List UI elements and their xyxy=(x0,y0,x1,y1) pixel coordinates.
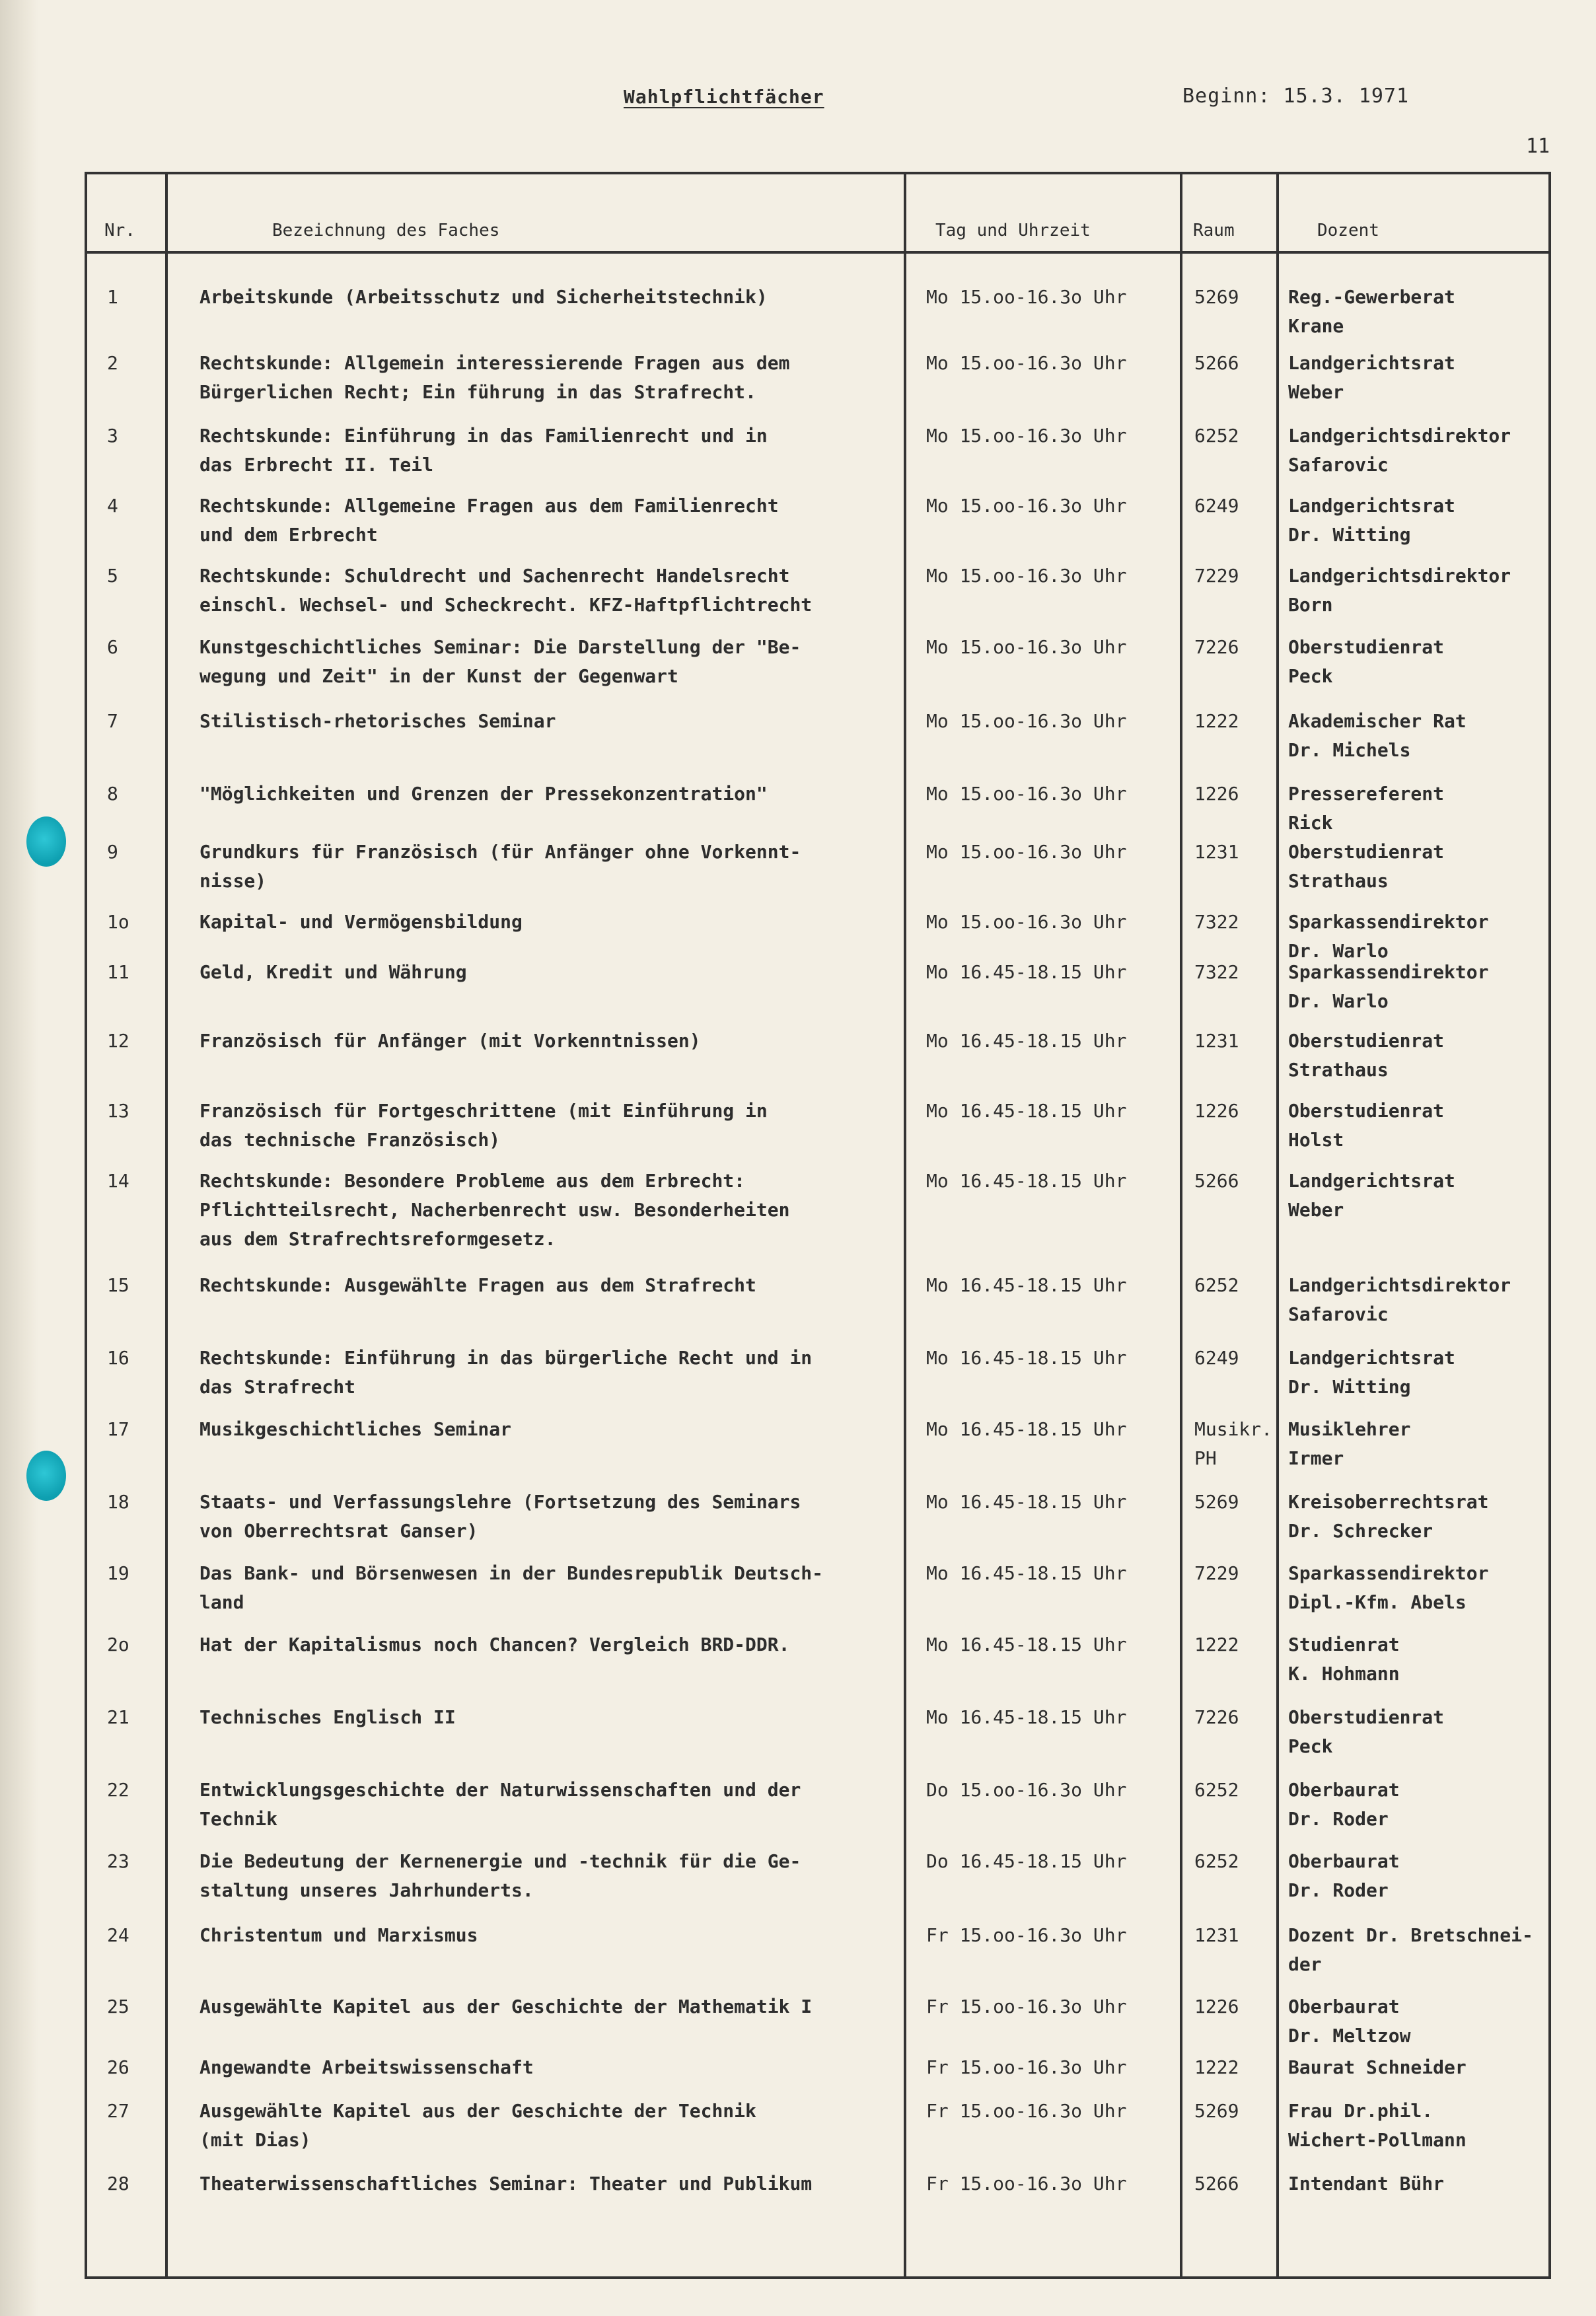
course-time: Fr 15.oo-16.3o Uhr xyxy=(926,2056,1127,2078)
header-divider xyxy=(87,251,1548,254)
row-number: 19 xyxy=(107,1562,129,1584)
start-date: Beginn: 15.3. 1971 xyxy=(1182,85,1410,108)
course-lecturer: Landgerichtsrat Weber xyxy=(1288,1170,1455,1221)
row-number: 22 xyxy=(107,1779,129,1801)
course-lecturer: Landgerichtsrat Dr. Witting xyxy=(1288,1347,1455,1398)
course-subject: Rechtskunde: Ausgewählte Fragen aus dem Strafrecht xyxy=(200,1274,756,1296)
course-lecturer: Oberstudienrat Peck xyxy=(1288,636,1445,687)
column-header-time: Tag und Uhrzeit xyxy=(935,221,1091,240)
course-subject: Das Bank- und Börsenwesen in der Bundesrepublik Deutsch- land xyxy=(200,1562,824,1613)
course-time: Do 16.45-18.15 Uhr xyxy=(926,1850,1127,1872)
course-subject: Grundkurs für Französisch (für Anfänger ohne Vorkennt- nisse) xyxy=(200,841,801,892)
course-lecturer: Landgerichtsdirektor Safarovic xyxy=(1288,1274,1511,1325)
course-time: Mo 16.45-18.15 Uhr xyxy=(926,1634,1127,1655)
course-room: 6252 xyxy=(1194,1850,1239,1872)
course-subject: Arbeitskunde (Arbeitsschutz und Sicherheitstechnik) xyxy=(200,286,768,308)
course-time: Mo 16.45-18.15 Uhr xyxy=(926,1274,1127,1296)
course-room: 1226 xyxy=(1194,1996,1239,2017)
row-number: 17 xyxy=(107,1418,129,1440)
column-header-room: Raum xyxy=(1193,221,1235,240)
course-room: 7229 xyxy=(1194,565,1239,587)
course-lecturer: Kreisoberrechtsrat Dr. Schrecker xyxy=(1288,1491,1489,1542)
row-number: 24 xyxy=(107,1924,129,1946)
course-subject: Kunstgeschichtliches Seminar: Die Darstellung der "Be- wegung und Zeit" in der Kunst der Gegenwart xyxy=(200,636,801,687)
course-lecturer: Baurat Schneider xyxy=(1288,2056,1467,2078)
course-time: Mo 16.45-18.15 Uhr xyxy=(926,1491,1127,1513)
course-subject: Angewandte Arbeitswissenschaft xyxy=(200,2056,534,2078)
course-lecturer: Musiklehrer Irmer xyxy=(1288,1418,1411,1469)
course-room: 1231 xyxy=(1194,841,1239,863)
course-lecturer: Landgerichtsrat Dr. Witting xyxy=(1288,495,1455,546)
row-number: 13 xyxy=(107,1100,129,1122)
course-room: 7229 xyxy=(1194,1562,1239,1584)
column-divider xyxy=(1180,174,1182,2276)
course-time: Mo 16.45-18.15 Uhr xyxy=(926,1347,1127,1369)
course-lecturer: Oberstudienrat Strathaus xyxy=(1288,841,1445,892)
course-room: 7226 xyxy=(1194,1706,1239,1728)
course-subject: Theaterwissenschaftliches Seminar: Theater und Publikum xyxy=(200,2173,813,2194)
course-time: Mo 16.45-18.15 Uhr xyxy=(926,1170,1127,1192)
column-header-subject: Bezeichnung des Faches xyxy=(272,221,500,240)
course-lecturer: Sparkassendirektor Dr. Warlo xyxy=(1288,911,1489,962)
row-number: 14 xyxy=(107,1170,129,1192)
row-number: 25 xyxy=(107,1996,129,2017)
course-subject: Entwicklungsgeschichte der Naturwissenschaften und der Technik xyxy=(200,1779,801,1830)
course-subject: Hat der Kapitalismus noch Chancen? Vergleich BRD-DDR. xyxy=(200,1634,790,1655)
course-time: Fr 15.oo-16.3o Uhr xyxy=(926,1996,1127,2017)
course-lecturer: Reg.-Gewerberat Krane xyxy=(1288,286,1455,337)
courses-table xyxy=(85,172,1551,2279)
course-subject: Staats- und Verfassungslehre (Fortsetzung des Seminars von Oberrechtsrat Ganser) xyxy=(200,1491,801,1542)
course-subject: Geld, Kredit und Währung xyxy=(200,961,467,983)
course-subject: Rechtskunde: Besondere Probleme aus dem Erbrecht: Pflichtteilsrecht, Nacherbenrecht usw. Besonderheiten aus dem Strafrechtsreformgesetz. xyxy=(200,1170,790,1250)
course-time: Fr 15.oo-16.3o Uhr xyxy=(926,2100,1127,2122)
row-number: 4 xyxy=(107,495,118,517)
course-room: 1222 xyxy=(1194,710,1239,732)
document-title: Wahlpflichtfächer xyxy=(624,86,824,108)
page-number: 11 xyxy=(1526,135,1550,158)
punch-hole-lower xyxy=(26,1451,66,1501)
row-number: 26 xyxy=(107,2056,129,2078)
page-edge xyxy=(0,0,38,2316)
row-number: 28 xyxy=(107,2173,129,2194)
course-subject: Französisch für Anfänger (mit Vorkenntnissen) xyxy=(200,1030,701,1052)
course-lecturer: Landgerichtsdirektor Born xyxy=(1288,565,1511,616)
course-room: 1226 xyxy=(1194,783,1239,805)
course-subject: Musikgeschichtliches Seminar xyxy=(200,1418,512,1440)
course-room: 5266 xyxy=(1194,1170,1239,1192)
course-time: Mo 15.oo-16.3o Uhr xyxy=(926,911,1127,933)
course-time: Do 15.oo-16.3o Uhr xyxy=(926,1779,1127,1801)
row-number: 5 xyxy=(107,565,118,587)
row-number: 2o xyxy=(107,1634,129,1655)
punch-hole-upper xyxy=(26,816,66,867)
course-subject: Französisch für Fortgeschrittene (mit Einführung in das technische Französisch) xyxy=(200,1100,768,1151)
course-time: Mo 16.45-18.15 Uhr xyxy=(926,961,1127,983)
course-time: Mo 16.45-18.15 Uhr xyxy=(926,1100,1127,1122)
course-room: 6249 xyxy=(1194,495,1239,517)
row-number: 9 xyxy=(107,841,118,863)
course-lecturer: Oberbaurat Dr. Roder xyxy=(1288,1850,1400,1901)
course-room: 6249 xyxy=(1194,1347,1239,1369)
course-room: 1226 xyxy=(1194,1100,1239,1122)
course-time: Mo 16.45-18.15 Uhr xyxy=(926,1030,1127,1052)
course-room: 1231 xyxy=(1194,1030,1239,1052)
row-number: 3 xyxy=(107,425,118,447)
course-time: Mo 15.oo-16.3o Uhr xyxy=(926,286,1127,308)
row-number: 16 xyxy=(107,1347,129,1369)
course-room: 5266 xyxy=(1194,352,1239,374)
course-room: 5269 xyxy=(1194,286,1239,308)
course-time: Mo 15.oo-16.3o Uhr xyxy=(926,352,1127,374)
row-number: 12 xyxy=(107,1030,129,1052)
course-time: Mo 15.oo-16.3o Uhr xyxy=(926,710,1127,732)
row-number: 21 xyxy=(107,1706,129,1728)
column-divider xyxy=(1276,174,1279,2276)
column-divider xyxy=(165,174,168,2276)
course-lecturer: Pressereferent Rick xyxy=(1288,783,1445,834)
course-time: Mo 15.oo-16.3o Uhr xyxy=(926,565,1127,587)
course-lecturer: Studienrat K. Hohmann xyxy=(1288,1634,1400,1684)
course-room: Musikr. PH xyxy=(1194,1418,1273,1469)
course-lecturer: Frau Dr.phil. Wichert-Pollmann xyxy=(1288,2100,1467,2151)
course-room: 5269 xyxy=(1194,2100,1239,2122)
course-subject: Die Bedeutung der Kernenergie und -technik für die Ge- staltung unseres Jahrhunderts. xyxy=(200,1850,801,1901)
course-lecturer: Sparkassendirektor Dipl.-Kfm. Abels xyxy=(1288,1562,1489,1613)
course-time: Fr 15.oo-16.3o Uhr xyxy=(926,2173,1127,2194)
course-lecturer: Intendant Bühr xyxy=(1288,2173,1445,2194)
course-lecturer: Landgerichtsdirektor Safarovic xyxy=(1288,425,1511,476)
course-subject: Christentum und Marxismus xyxy=(200,1924,478,1946)
row-number: 1o xyxy=(107,911,129,933)
course-lecturer: Oberstudienrat Strathaus xyxy=(1288,1030,1445,1081)
course-subject: Ausgewählte Kapitel aus der Geschichte der Technik (mit Dias) xyxy=(200,2100,756,2151)
course-time: Mo 16.45-18.15 Uhr xyxy=(926,1706,1127,1728)
row-number: 1 xyxy=(107,286,118,308)
course-subject: Technisches Englisch II xyxy=(200,1706,456,1728)
course-lecturer: Oberbaurat Dr. Meltzow xyxy=(1288,1996,1411,2046)
course-subject: Rechtskunde: Schuldrecht und Sachenrecht Handelsrecht einschl. Wechsel- und Scheckrecht. KFZ-Haftpflichtrecht xyxy=(200,565,813,616)
course-subject: Rechtskunde: Einführung in das bürgerliche Recht und in das Strafrecht xyxy=(200,1347,813,1398)
row-number: 11 xyxy=(107,961,129,983)
course-time: Mo 15.oo-16.3o Uhr xyxy=(926,636,1127,658)
course-subject: Rechtskunde: Allgemeine Fragen aus dem Familienrecht und dem Erbrecht xyxy=(200,495,779,546)
row-number: 2 xyxy=(107,352,118,374)
course-time: Mo 15.oo-16.3o Uhr xyxy=(926,495,1127,517)
course-lecturer: Sparkassendirektor Dr. Warlo xyxy=(1288,961,1489,1012)
course-time: Mo 15.oo-16.3o Uhr xyxy=(926,783,1127,805)
row-number: 18 xyxy=(107,1491,129,1513)
course-subject: Stilistisch-rhetorisches Seminar xyxy=(200,710,556,732)
row-number: 8 xyxy=(107,783,118,805)
course-room: 6252 xyxy=(1194,425,1239,447)
course-room: 5269 xyxy=(1194,1491,1239,1513)
course-time: Mo 15.oo-16.3o Uhr xyxy=(926,841,1127,863)
course-time: Mo 15.oo-16.3o Uhr xyxy=(926,425,1127,447)
course-room: 1222 xyxy=(1194,1634,1239,1655)
column-header-nr: Nr. xyxy=(104,221,135,240)
row-number: 23 xyxy=(107,1850,129,1872)
column-header-lecturer: Dozent xyxy=(1317,221,1379,240)
course-subject: Ausgewählte Kapitel aus der Geschichte der Mathematik I xyxy=(200,1996,813,2017)
course-subject: Kapital- und Vermögensbildung xyxy=(200,911,523,933)
course-subject: "Möglichkeiten und Grenzen der Pressekonzentration" xyxy=(200,783,768,805)
course-lecturer: Dozent Dr. Bretschnei- der xyxy=(1288,1924,1533,1975)
course-subject: Rechtskunde: Einführung in das Familienrecht und in das Erbrecht II. Teil xyxy=(200,425,768,476)
course-room: 1222 xyxy=(1194,2056,1239,2078)
course-room: 5266 xyxy=(1194,2173,1239,2194)
course-lecturer: Oberstudienrat Peck xyxy=(1288,1706,1445,1757)
course-room: 1231 xyxy=(1194,1924,1239,1946)
course-lecturer: Akademischer Rat Dr. Michels xyxy=(1288,710,1467,761)
course-subject: Rechtskunde: Allgemein interessierende Fragen aus dem Bürgerlichen Recht; Ein führung in das Strafrecht. xyxy=(200,352,790,403)
course-lecturer: Landgerichtsrat Weber xyxy=(1288,352,1455,403)
row-number: 15 xyxy=(107,1274,129,1296)
course-room: 7226 xyxy=(1194,636,1239,658)
course-lecturer: Oberbaurat Dr. Roder xyxy=(1288,1779,1400,1830)
course-time: Mo 16.45-18.15 Uhr xyxy=(926,1562,1127,1584)
course-room: 7322 xyxy=(1194,911,1239,933)
course-room: 6252 xyxy=(1194,1779,1239,1801)
row-number: 7 xyxy=(107,710,118,732)
course-room: 6252 xyxy=(1194,1274,1239,1296)
course-time: Fr 15.oo-16.3o Uhr xyxy=(926,1924,1127,1946)
course-time: Mo 16.45-18.15 Uhr xyxy=(926,1418,1127,1440)
course-lecturer: Oberstudienrat Holst xyxy=(1288,1100,1445,1151)
row-number: 27 xyxy=(107,2100,129,2122)
row-number: 6 xyxy=(107,636,118,658)
course-room: 7322 xyxy=(1194,961,1239,983)
